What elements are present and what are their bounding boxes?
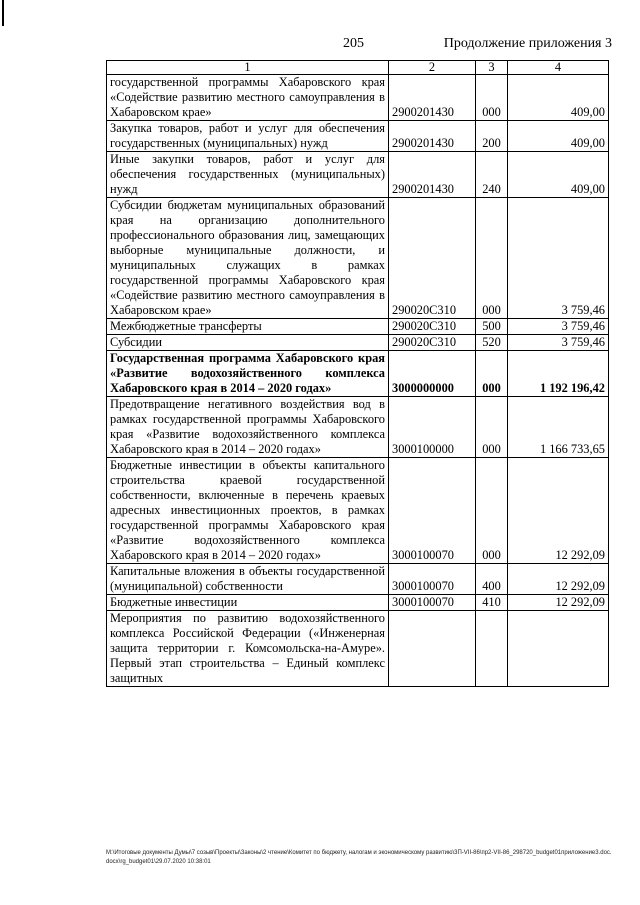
column-header-code: 2 xyxy=(389,61,476,75)
table-row xyxy=(107,458,609,564)
table-row xyxy=(107,75,609,121)
row-classification-code: 290020С310 xyxy=(389,319,476,335)
row-description: Бюджетные инвестиции xyxy=(107,595,389,611)
row-expense-type: 400 xyxy=(476,564,508,595)
row-description: Государственная программа Хабаровского края «Развитие водохозяйственного комплекса Хабаровского края в 2014 – 2020 годах» xyxy=(107,351,389,397)
row-classification-code: 3000100070 xyxy=(389,458,476,564)
row-description: государственной программы Хабаровского края «Содействие развитию местного самоуправления в Хабаровском крае» xyxy=(107,75,389,121)
row-classification-code xyxy=(389,611,476,687)
row-amount: 1 192 196,42 xyxy=(508,351,609,397)
table-row xyxy=(107,351,609,397)
row-classification-code: 2900201430 xyxy=(389,121,476,152)
row-amount xyxy=(508,611,609,687)
table-row xyxy=(107,611,609,687)
page-number: 205 xyxy=(343,36,364,51)
row-classification-code: 2900201430 xyxy=(389,75,476,121)
row-description: Субсидии бюджетам муниципальных образований края на организацию дополнительного профессионального образования лиц, замещающих выборные муниципальные должности, и муниципальных служащих в рамках государственной программы Хабаровского края «Содействие развитию местного самоуправления в Хабаровском крае» xyxy=(107,198,389,319)
row-classification-code: 3000000000 xyxy=(389,351,476,397)
table-body xyxy=(107,75,609,687)
table-row xyxy=(107,121,609,152)
row-classification-code: 290020С310 xyxy=(389,335,476,351)
row-expense-type: 000 xyxy=(476,397,508,458)
row-amount: 12 292,09 xyxy=(508,458,609,564)
row-description: Мероприятия по развитию водохозяйственного комплекса Российской Федерации («Инженерная защита территории г. Комсомольска-на-Амуре». Первый этап строительства – Единый комплекс защитных xyxy=(107,611,389,687)
row-expense-type: 000 xyxy=(476,351,508,397)
row-expense-type: 410 xyxy=(476,595,508,611)
row-description: Капитальные вложения в объекты государственной (муниципальной) собственности xyxy=(107,564,389,595)
table-row xyxy=(107,564,609,595)
row-amount: 3 759,46 xyxy=(508,319,609,335)
table-row xyxy=(107,152,609,198)
row-amount: 3 759,46 xyxy=(508,198,609,319)
scan-edge-mark xyxy=(2,0,4,26)
row-classification-code: 2900201430 xyxy=(389,152,476,198)
table-row xyxy=(107,319,609,335)
row-expense-type: 000 xyxy=(476,458,508,564)
row-expense-type: 500 xyxy=(476,319,508,335)
row-description: Предотвращение негативного воздействия вод в рамках государственной программы Хабаровского края «Развитие водохозяйственного комплекса Хабаровского края в 2014 – 2020 годах» xyxy=(107,397,389,458)
row-amount: 409,00 xyxy=(508,152,609,198)
row-classification-code: 3000100070 xyxy=(389,564,476,595)
row-amount: 12 292,09 xyxy=(508,564,609,595)
table-row xyxy=(107,335,609,351)
row-amount: 3 759,46 xyxy=(508,335,609,351)
row-description: Бюджетные инвестиции в объекты капитального строительства краевой государственной собственности, включенные в перечень краевых адресных инвестиционных проектов, в рамках государственной программы Хабаровского края «Развитие водохозяйственного комплекса Хабаровского края в 2014 – 2020 годах» xyxy=(107,458,389,564)
row-expense-type: 200 xyxy=(476,121,508,152)
column-header-type: 3 xyxy=(476,61,508,75)
row-expense-type xyxy=(476,611,508,687)
row-amount: 409,00 xyxy=(508,75,609,121)
row-description: Межбюджетные трансферты xyxy=(107,319,389,335)
column-header-description: 1 xyxy=(107,61,389,75)
document-path-footer: M:\Итоговые документы Думы\7 созыв\Проекты\Законы\2 чтение\Комитет по бюджету, налогам и экономическому развитию\3П-VII-86\пр2-VII-86_298720_budget01приложение3.doc.docx\rg_budget01\29.07.2020 10:38:01 xyxy=(106,850,612,865)
table-header-row xyxy=(107,61,609,75)
row-classification-code: 3000100070 xyxy=(389,595,476,611)
appendix-continuation-label: Продолжение приложения 3 xyxy=(443,36,612,51)
row-amount: 409,00 xyxy=(508,121,609,152)
row-expense-type: 240 xyxy=(476,152,508,198)
row-expense-type: 000 xyxy=(476,198,508,319)
table-row xyxy=(107,595,609,611)
column-header-amount: 4 xyxy=(508,61,609,75)
row-classification-code: 3000100000 xyxy=(389,397,476,458)
table-row xyxy=(107,198,609,319)
budget-table xyxy=(106,60,609,687)
row-expense-type: 000 xyxy=(476,75,508,121)
table-row xyxy=(107,397,609,458)
row-description: Закупка товаров, работ и услуг для обеспечения государственных (муниципальных) нужд xyxy=(107,121,389,152)
row-amount: 1 166 733,65 xyxy=(508,397,609,458)
row-classification-code: 290020С310 xyxy=(389,198,476,319)
row-description: Субсидии xyxy=(107,335,389,351)
row-description: Иные закупки товаров, работ и услуг для обеспечения государственных (муниципальных) нужд xyxy=(107,152,389,198)
row-expense-type: 520 xyxy=(476,335,508,351)
row-amount: 12 292,09 xyxy=(508,595,609,611)
